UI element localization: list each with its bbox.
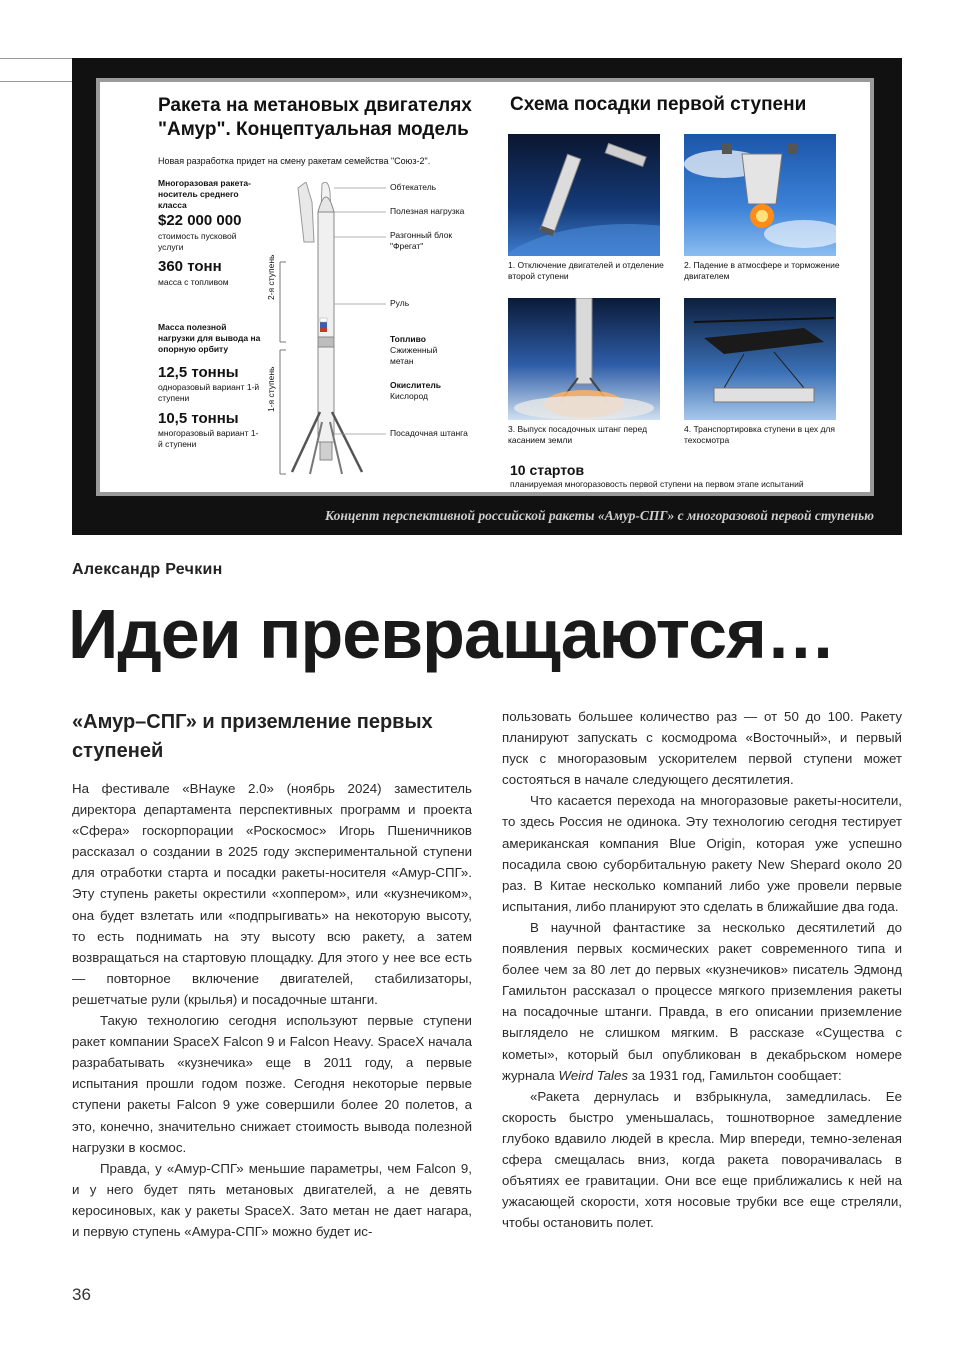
part-legs: Посадочная штанга (390, 428, 468, 438)
stat-payload-expendable-note: одноразовый вариант 1-й ступени (158, 382, 260, 403)
paragraph: Что касается перехода на многоразовые ракеты-носители, то здесь Россия не одинока. Эту технологию сегодня тестирует американская компания Blue Origin, которая уже успешно посадила свою суборбитальную ракету New Shepard около 20 раз. В Китае несколько компаний либо уже провели первые испытания, либо планируют это сделать в ближайшие два года. (502, 793, 902, 914)
subhead: «Амур–СПГ» и приземление первых ступеней (72, 711, 433, 762)
step2-caption: 2. Падение в атмосфере и торможение двигателем (684, 260, 840, 281)
starts-value: 10 стартов (510, 462, 585, 478)
headline: Идеи превращаются… (68, 595, 835, 673)
infographic-left-title: Ракета на метановых двигателях "Амур". Концептуальная модель (158, 95, 472, 140)
paragraph: На фестивале «ВНауке 2.0» (ноябрь 2024) заместитель директора департамента перспективных программ и проекта «Сфера» госкорпорации «Роскосмос» Игорь Пшеничников рассказал о создании в 2025 году экспериментальной ступени для отработки старта и посадки ракеты-носителя «Амур-СПГ». Эту ступень ракеты окрестили «хоппером», или «кузнечиком», она будет взлетать или «подпрыгивать» на некоторую высоту, то есть поднимать на эту высоту всю ракету, а затем возвращаться на стартовую площадку. Для этого у нее все есть — повторное включение двигателей, стабилизаторы, решетчатые рули (крылья) и посадочные штанги. (72, 781, 472, 1007)
stat-payload-reusable-note: многоразовый вариант 1-й ступени (158, 428, 259, 449)
part-fairing: Обтекатель (390, 182, 437, 192)
article-column-right (502, 706, 902, 1233)
part-oxidizer-title: Окислитель (390, 380, 441, 390)
step2-image (684, 134, 836, 256)
step3-image (508, 298, 660, 420)
infographic-left-subtitle: Новая разработка придет на смену ракетам семейства "Союз-2". (158, 156, 431, 166)
journal-title: Weird Tales (558, 1067, 629, 1083)
stage2-label: 2-я ступень (266, 254, 276, 300)
page-number: 36 (72, 1285, 91, 1304)
step4-image (684, 298, 836, 420)
stat-payload-label: Масса полезной нагрузки для вывода на опорную орбиту (158, 322, 261, 354)
rocket-figure-block (72, 58, 902, 535)
article-column-left (72, 778, 472, 1242)
stat-payload-reusable-value: 10,5 тонны (158, 410, 239, 427)
stat-payload-expendable-value: 12,5 тонны (158, 364, 239, 381)
figure-caption: Концепт перспективной российской ракеты «Амур-СПГ» с многоразовой первой ступенью (325, 508, 874, 523)
step4-caption: 4. Транспортировка ступени в цех для техосмотра (684, 424, 835, 445)
paragraph (502, 917, 902, 1086)
quote-paragraph: «Ракета дернулась и взбрыкнула, замедлилась. Ее скорость быстро уменьшалась, тошнотворное замедление глубоко вдавило людей в кресла. Мир впереди, темно-зеленая сфера смещалась вниз, когда ракета поворачивалась в объятиях ее гравитации. Они все еще приближались к ней на ужасающей скорости, хотя носовые трубки все еще стреляли, чтобы остановить полет. (502, 1088, 902, 1231)
part-fuel-title: Топливо (390, 334, 426, 344)
step1-caption: 1. Отключение двигателей и отделение второй ступени (508, 260, 664, 281)
stat-cost-note: стоимость пусковой услуги (158, 231, 237, 252)
author: Александр Речкин (72, 561, 223, 578)
part-booster: Разгонный блок "Фрегат" (390, 230, 453, 251)
part-rudder: Руль (390, 298, 410, 308)
part-fuel-desc: Сжиженный метан (390, 345, 438, 366)
stat-mass-note: масса с топливом (158, 277, 229, 287)
text-run: за 1931 год, Гамильтон сообщает: (628, 1067, 842, 1083)
infographic-right-title: Схема посадки первой ступени (510, 94, 807, 115)
paragraph: Правда, у «Амур-СПГ» меньшие параметры, чем Falcon 9, и у него будет пять метановых двигателей, а не девять керосиновых, как у ракеты SpaceX. Зато метан не дает нагара, и первую ступень «Амура-СПГ» можно будет ис- (72, 1160, 472, 1239)
stat-class-label: Многоразовая ракета-носитель среднего класса (158, 178, 251, 210)
step1-image (508, 134, 660, 256)
text-run: В научной фантастике за несколько десятилетий до появления первых космических ракет современного типа и более чем за 80 лет до первых «кузнечиков» писатель Эдмонд Гамильтон рассказал о процессе мягкого приземления ракеты на посадочные штанги. Правда, в его описании приземление выглядело не слишком мягким. В рассказе «Существа с кометы», который был опубликован в декабрьском номере журнала (502, 919, 902, 1083)
paragraph: пользовать большее количество раз — от 50 до 100. Ракету планируют запускать с космодрома «Восточный», и первый пуск с многоразовым ускорителем первой ступени может состояться в начале следующего десятилетия. (502, 709, 902, 788)
infographic (96, 78, 874, 496)
starts-note: планируемая многоразовость первой ступени на первом этапе испытаний (510, 479, 804, 489)
stat-cost-value: $22 000 000 (158, 212, 242, 229)
stat-mass-value: 360 тонн (158, 258, 222, 275)
rocket-illustration (270, 182, 390, 482)
paragraph: Такую технологию сегодня используют первые ступени ракет компании SpaceX Falcon 9 и Falcon Heavy. SpaceX начала разрабатывать «кузнечика» еще в 2011 году, а первые испытания прошли годом позже. Сегодня некоторые первые ступени ракеты Falcon 9 уже совершили более 20 полетов, а это, конечно, значительно снижает стоимость вывода полезной нагрузки в космос. (72, 1013, 472, 1155)
part-oxidizer-desc: Кислород (390, 391, 428, 401)
stage1-label: 1-я ступень (266, 366, 276, 412)
step3-caption: 3. Выпуск посадочных штанг перед касанием земли (508, 424, 648, 445)
part-payload: Полезная нагрузка (390, 206, 465, 216)
